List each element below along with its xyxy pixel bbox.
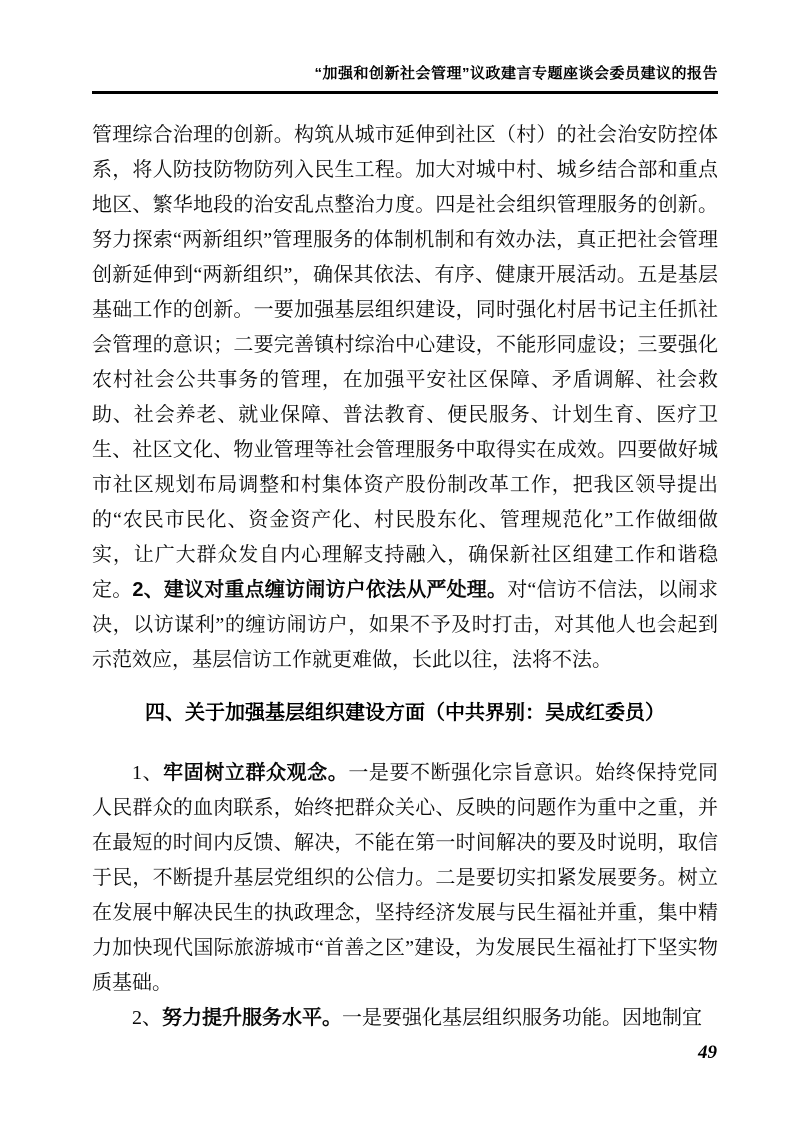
paragraph bbox=[92, 118, 718, 678]
text-segment: 管理综合治理的创新。构筑从城市延伸到社区（村）的社会治安防控体系，将人防技防物防列入民生工程。加大对城中村、城乡结合部和重点地区、繁华地段的治安乱点整治力度。四是社会组织管理服务的创新。努力探索“两新组织”管理服务的体制机制和有效办法，真正把社会管理创新延伸到“两新组织”，确保其依法、有序、健康开展活动。五是基层基础工作的创新。一要加强基层组织建设，同时强化村居书记主任抓社会管理的意识；二要完善镇村综治中心建设，不能形同虚设；三要强化农村社会公共事务的管理，在加强平安社区保障、矛盾调解、社会救助、社会养老、就业保障、普法教育、便民服务、计划生育、医疗卫生、社区文化、物业管理等社会管理服务中取得实在成效。四要做好城市社区规划布局调整和村集体资产股份制改革工作，把我区领导提出的“农民市民化、资金资产化、村民股东化、管理规范化”工作做细做实，让广大群众发自内心理解支持融入，确保新社区组建工作和谐稳定。 bbox=[92, 124, 718, 601]
document-body bbox=[92, 118, 718, 1036]
bold-text-segment: 努力提升服务水平。 bbox=[162, 1007, 342, 1029]
running-head-title: “加强和创新社会管理”议政建言专题座谈会委员建议的报告 bbox=[314, 65, 718, 82]
text-segment: 2、 bbox=[132, 1007, 162, 1029]
bold-text-segment: 牢固树立群众观念。 bbox=[163, 762, 349, 784]
bold-text-segment: 2、建议对重点缠访闹访户依法从严处理。 bbox=[132, 579, 508, 601]
section-heading: 四、关于加强基层组织建设方面（中共界别：吴成红委员） bbox=[145, 702, 665, 724]
page-header bbox=[92, 64, 718, 94]
text-segment: 对“信访不信法，以闹求决，以访谋利”的缠访闹访户，如果不予及时打击，对其他人也会起到示范效应，基层信访工作就更难做，长此以往，法将不法。 bbox=[92, 579, 718, 671]
paragraph bbox=[92, 1001, 718, 1036]
text-segment: 一是要不断强化宗旨意识。始终保持党同人民群众的血肉联系，始终把群众关心、反映的问题作为重中之重，并在最短的时间内反馈、解决，不能在第一时间解决的要及时说明，取信于民，不断提升基层党组织的公信力。二是要切实扣紧发展要务。树立在发展中解决民生的执政理念，坚持经济发展与民生福祉并重，集中精力加快现代国际旅游城市“首善之区”建设，为发展民生福祉打下坚实物质基础。 bbox=[92, 762, 719, 994]
text-segment: 1、 bbox=[132, 762, 164, 784]
text-segment: 一是要强化基层组织服务功能。因地制宜 bbox=[342, 1007, 702, 1029]
paragraph bbox=[92, 756, 718, 1001]
page-number: 49 bbox=[698, 1042, 717, 1063]
